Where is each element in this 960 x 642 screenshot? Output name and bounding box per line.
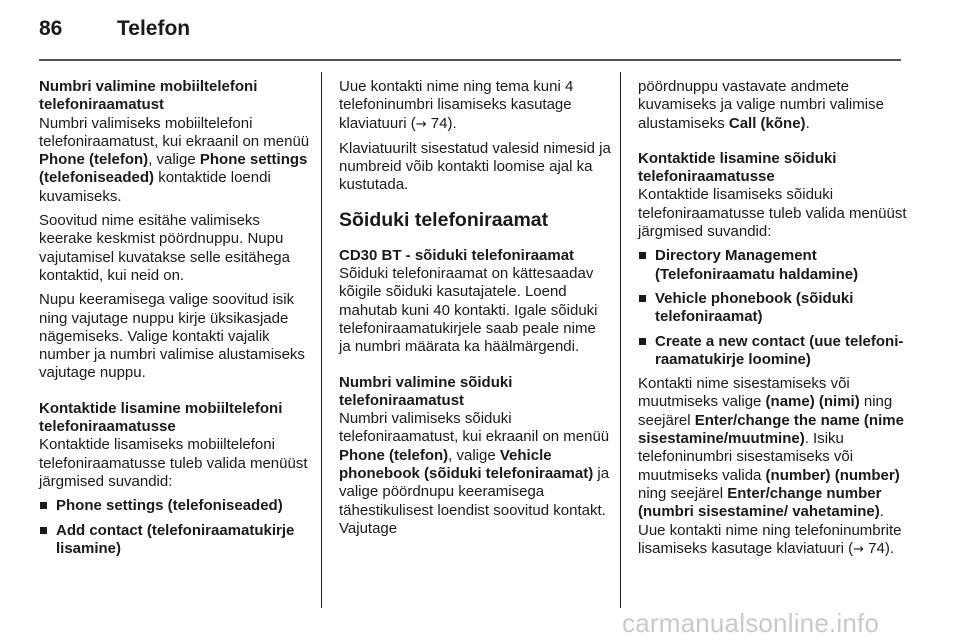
page-reference-icon: → (415, 116, 427, 132)
column-divider (321, 72, 322, 608)
bullet-list (39, 497, 311, 558)
list-item: Add contact (telefoniraamatukirje lisamine) (39, 522, 311, 559)
list-item: Directory Management (Telefoniraamatu haldamine) (638, 247, 908, 284)
paragraph: Numbri valimiseks sõiduki telefoniraamatust, kui ekraanil on menüü Phone (telefon), valige Vehicle phonebook (sõiduki telefoniraamat) ja valige pöördnupu keeramisega tähestikulisest loendist soovitud kontakt. Vajutage (339, 410, 610, 537)
section-heading: Kontaktide lisamine mobiiltelefoni telefoniraamatusse (39, 399, 283, 436)
list-item: Create a new contact (uue telefoniraamatukirje loomine) (638, 333, 908, 370)
section-heading: Numbri valimine mobiiltelefoni telefoniraamatust (39, 78, 258, 114)
column-3 (638, 78, 908, 565)
paragraph: Numbri valimiseks mobiiltelefoni telefoniraamatust, kui ekraanil on menüü Phone (telefon), valige Phone settings (telefoniseaded) kontaktide loendi kuvamiseks. (39, 114, 310, 205)
header-rule (39, 59, 901, 61)
list-item: Phone settings (telefoniseaded) (39, 497, 311, 515)
section-heading: CD30 BT - sõiduki telefoniraamat (339, 246, 575, 264)
page-number: 86 (39, 17, 63, 40)
list-item: Vehicle phonebook (sõiduki telefoniraamat) (638, 290, 908, 327)
paragraph: Uue kontakti nime ning tema kuni 4 telefoninumbri lisamiseks kasutage klaviatuuri (→ 74). (339, 78, 574, 132)
paragraph: Kontakti nime sisestamiseks või muutmiseks valige (name) (nimi) ning seejärel Enter/change the name (nime sisestamine/muutmine). Isiku telefoninumbri sisestamiseks või muutmiseks valida (number) (number) ning seejärel Enter/change number (numbri sisestamine/ vahetamine). Uue kontakti nime ning telefoninumbrite lisamiseks kasutage klaviatuuri (→ 74). (638, 375, 904, 557)
paragraph: Nupu keeramisega valige soovitud isik ning vajutage nuppu kirje üksikasjade nägemiseks. Valige kontakti vajalik number ja numbri valimise alustamiseks vajutage nuppu. (39, 291, 305, 382)
column-1 (39, 78, 311, 564)
paragraph: Soovitud nime esitähe valimiseks keerake keskmist pöördnuppu. Nupu vajutamisel kuvatakse selle esitähega kontaktid, kui neid on. (39, 212, 290, 284)
paragraph: Kontaktide lisamiseks mobiiltelefoni telefoniraamatusse tuleb valida menüüst järgmised suvandid: (39, 436, 308, 490)
section-heading: Numbri valimine sõiduki telefoniraamatust (339, 373, 513, 409)
column-divider (620, 72, 621, 608)
section-title: Sõiduki telefoniraamat (339, 208, 549, 231)
paragraph: Kontaktide lisamiseks sõiduki telefoniraamatusse tuleb valida menüüst järgmised suvandid: (638, 186, 907, 241)
column-2 (339, 78, 611, 544)
paragraph: pöördnuppu vastavate andmete kuvamiseks ja valige numbri valimise alustamiseks Call (kõne). (638, 78, 884, 132)
paragraph: Klaviatuurilt sisestatud valesid nimesid ja numbreid võib kontakti loomise ajal ka kustutada. (339, 139, 611, 194)
watermark: carmanualsonline.info (622, 608, 880, 638)
bullet-list (638, 247, 908, 369)
section-heading: Kontaktide lisamine sõiduki telefoniraamatusse (638, 149, 837, 186)
paragraph: Sõiduki telefoniraamat on kättesaadav kõigile sõiduki kasutajatele. Loend mahutab kuni 40 kontakti. Igale sõiduki telefoniraamatukirjele saab peale nime ja numbri määrata ka häälmärgendi. (339, 265, 598, 356)
page-reference-icon: → (853, 541, 864, 557)
page-title: Telefon (117, 17, 191, 40)
